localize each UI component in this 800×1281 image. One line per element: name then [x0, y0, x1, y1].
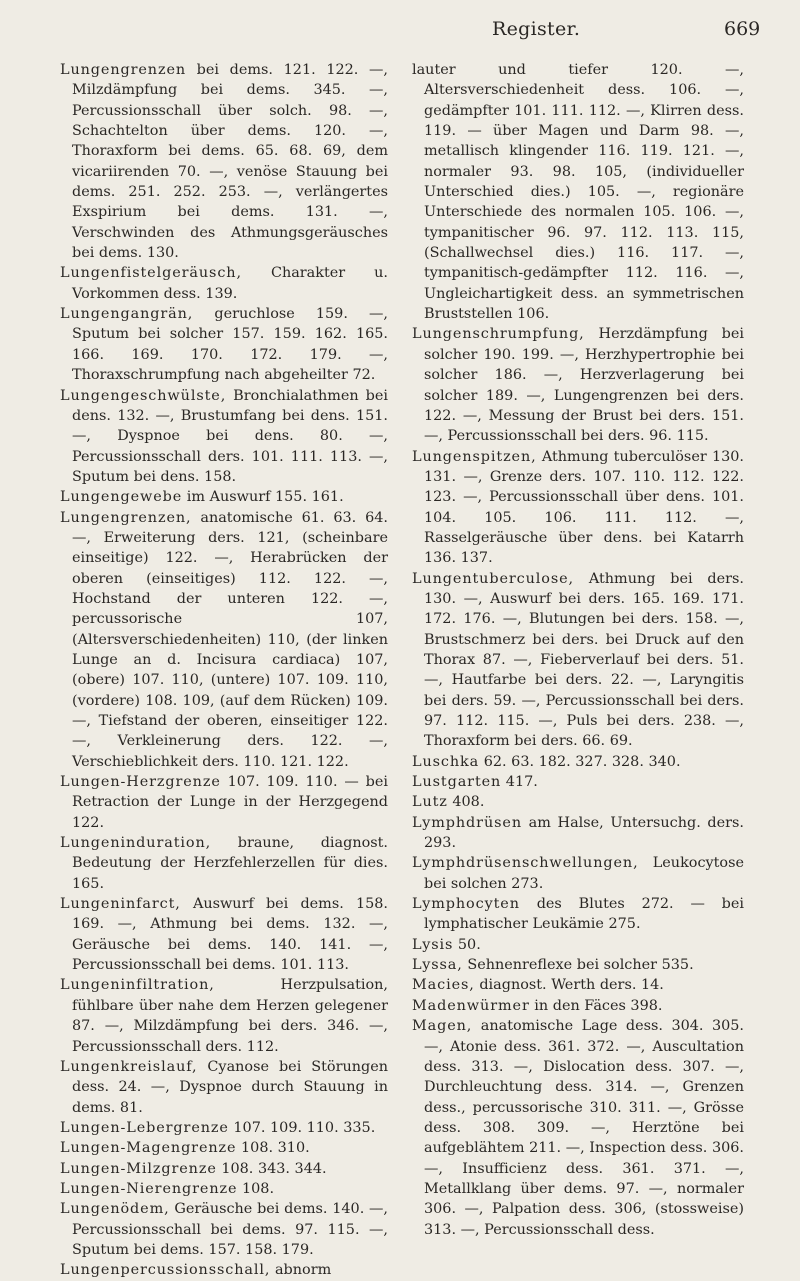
entry-term: Lungentuberculose,	[412, 570, 575, 587]
entry-references: 108. 343. 344.	[216, 1160, 327, 1177]
entry-term: Lungengangrän,	[60, 306, 194, 323]
entry-term: Lymphdrüsen	[412, 814, 522, 831]
page-number: 669	[724, 18, 761, 40]
entry-term: Lyssa,	[412, 957, 463, 974]
entry-references: Athmung bei ders. 130. —, Auswurf bei ders. 165. 169. 171. 172. 176. —, Blutungen bei ders. 158. —, Brustschmerz bei ders. bei Druck auf den Thorax 87. —, Fieberverlauf bei ders. 51. —, Hautfarbe bei ders. 22. —, Laryngitis bei ders. 59. —, Percussionsschall bei ders. 97. 112. 115. —, Puls bei ders. 238. —, Thoraxform bei ders. 66. 69.	[424, 570, 744, 750]
left-column	[60, 60, 388, 1281]
index-entry	[60, 894, 388, 975]
entry-term: Lungeninduration,	[60, 835, 212, 852]
entry-term: Lungen-Milzgrenze	[60, 1160, 217, 1177]
entry-term: Lysis	[412, 936, 454, 953]
entry-term: Lustgarten	[412, 774, 502, 791]
index-entry	[60, 772, 388, 833]
entry-term: Lungen-Herzgrenze	[60, 774, 221, 791]
entry-references: geruchlose 159. —, Sputum bei solcher 157. 159. 162. 165. 166. 169. 170. 172. 179. —, Thoraxschrumpfung nach abgeheilter 72.	[72, 306, 388, 384]
entry-references: lauter und tiefer 120. —, Altersverschiedenheit dess. 106. —, gedämpfter 101. 111. 112. —, Klirren dess. 119. — über Magen und Darm 98. —, metallisch klingender 116. 119. 121. —, normaler 93. 98. 105, (individueller Unterschied dies.) 105. —, regionäre Unterschiede des normalen 105. 106. —, tympanitischer 96. 97. 112. 113. 115, (Schallwechsel dies.) 116. 117. —, tympanitisch-gedämpfter 112. 116. —, Ungleichartigkeit dess. an symmetrischen Bruststellen 106.	[412, 62, 744, 323]
index-entry	[60, 833, 388, 894]
entry-references: Leukocytose bei solchen 273.	[424, 855, 744, 892]
entry-term: Lungengeschwülste,	[60, 387, 227, 404]
entry-references: bei dems. 121. 122. —, Milzdämpfung bei dems. 345. —, Percussionsschall über solch. 98. —, Schachtelton über dems. 120. —, Thoraxform bei dems. 65. 68. 69, dem vicariirenden 70. —, venöse Stauung bei dems. 251. 252. 253. —, verlängertes Exspirium bei dems. 131. —, Verschwinden des Athmungsgeräusches bei dems. 130.	[72, 62, 388, 262]
index-entry	[412, 1016, 744, 1240]
entry-references: Herzpulsation, fühlbare über nahe dem Herzen gelegener 87. —, Milzdämpfung bei ders. 346. —, Percussionsschall ders. 112.	[72, 977, 388, 1055]
entry-term: Lungengewebe	[60, 489, 183, 506]
index-entry	[60, 386, 388, 488]
running-title: Register.	[492, 18, 581, 40]
index-entry	[60, 60, 388, 263]
entry-references: 108.	[237, 1180, 275, 1197]
entry-references: 417.	[501, 774, 538, 791]
index-entry	[412, 447, 744, 569]
index-entry	[60, 487, 388, 507]
entry-references: 408.	[447, 794, 485, 811]
entry-term: Lungenpercussionsschall,	[60, 1262, 271, 1279]
entry-term: Magen,	[412, 1018, 473, 1035]
index-entry	[412, 894, 744, 935]
entry-term: Lutz	[412, 794, 448, 811]
index-entry	[60, 1159, 388, 1179]
entry-references: Geräusche bei dems. 140. —, Percussionsschall bei dems. 97. 115. —, Sputum bei dems. 157. 158. 179.	[72, 1201, 388, 1258]
index-entry	[412, 569, 744, 752]
entry-references: in den Fäces 398.	[529, 997, 663, 1014]
index-entry	[412, 975, 744, 995]
entry-references: Bronchialathmen bei dens. 132. —, Brustumfang bei dens. 151. —, Dyspnoe bei dens. 80. —, Percussionsschall ders. 101. 111. 113. —, Sputum bei dens. 158.	[72, 387, 388, 485]
entry-term: Lungenschrumpfung,	[412, 326, 585, 343]
index-entry	[412, 955, 744, 975]
entry-term: Madenwürmer	[412, 997, 530, 1014]
entry-term: Lymphocyten	[412, 896, 520, 913]
entry-references: braune, diagnost. Bedeutung der Herzfehlerzellen für dies. 165.	[72, 835, 388, 892]
entry-term: Lungeninfarct,	[60, 896, 181, 913]
entry-references: anatomische 61. 63. 64. —, Erweiterung ders. 121, (scheinbare einseitige) 122. —, Herabrücken der oberen (einseitiges) 112. 122. —, Hochstand der unteren 122. —, percussorische 107, (Altersverschiedenheiten) 110, (der linken Lunge an d. Incisura cardiaca) 107, (obere) 107. 110, (untere) 107. 109. 110, (vordere) 108. 109, (auf dem Rücken) 109. —, Tiefstand der oberen, einseitiger 122. —, Verkleinerung ders. 122. —, Verschieblichkeit ders. 110. 121. 122.	[72, 509, 388, 770]
entry-references: 62. 63. 182. 327. 328. 340.	[479, 753, 681, 770]
index-entry	[60, 304, 388, 385]
entry-references: Charakter u. Vorkommen dess. 139.	[72, 265, 388, 302]
entry-term: Lungenkreislauf,	[60, 1058, 198, 1075]
entry-term: Lymphdrüsenschwellungen,	[412, 855, 639, 872]
entry-references: 107. 109. 110. 335.	[228, 1119, 376, 1136]
index-entry	[412, 60, 744, 324]
entry-term: Macies,	[412, 977, 475, 994]
entry-term: Lungenödem,	[60, 1201, 170, 1218]
index-entry	[412, 813, 744, 854]
index-entry	[60, 1260, 388, 1280]
entry-term: Lungengrenzen,	[60, 509, 192, 526]
index-entry	[60, 1118, 388, 1138]
entry-references: Cyanose bei Störungen dess. 24. —, Dyspnoe durch Stauung in dems. 81.	[72, 1058, 388, 1116]
index-entry	[60, 1138, 388, 1158]
index-entry	[60, 508, 388, 772]
entry-term: Lungeninfiltration,	[60, 977, 215, 994]
entry-references: 50.	[453, 936, 481, 953]
entry-references: Herzdämpfung bei solcher 190. 199. —, Herzhypertrophie bei solcher 186. —, Herzverlagerung bei solcher 189. —, Lungengrenzen bei ders. 122. —, Messung der Brust bei ders. 151. —, Percussionsschall bei ders. 96. 115.	[424, 326, 744, 445]
page-header	[0, 18, 800, 48]
entry-references: des Blutes 272. — bei lymphatischer Leukämie 275.	[424, 896, 744, 933]
entry-references: 108. 310.	[236, 1140, 310, 1157]
index-entry	[412, 853, 744, 894]
entry-term: Lungengrenzen	[60, 62, 187, 78]
index-entry	[60, 1179, 388, 1199]
entry-term: Lungenfistelgeräusch,	[60, 265, 242, 282]
entry-references: Athmung tuberculöser 130. 131. —, Grenze ders. 107. 110. 112. 122. 123. —, Percussionsschall über dens. 101. 104. 105. 106. 111. 112. —, Rasselgeräusche über dens. bei Katarrh 136. 137.	[424, 448, 744, 567]
entry-references: am Halse, Untersuchg. ders. 293.	[424, 814, 744, 852]
entry-references: abnorm	[270, 1262, 332, 1279]
index-entry	[412, 772, 744, 792]
entry-references: 107. 109. 110. — bei Retraction der Lunge in der Herzgegend 122.	[72, 774, 388, 831]
index-entry	[60, 263, 388, 304]
entry-term: Lungen-Magengrenze	[60, 1140, 237, 1157]
right-column	[412, 60, 744, 1240]
entry-term: Lungen-Lebergrenze	[60, 1119, 229, 1136]
index-entry	[412, 324, 744, 446]
entry-term: Luschka	[412, 753, 480, 770]
entry-term: Lungen-Nierengrenze	[60, 1180, 238, 1197]
index-entry	[412, 752, 744, 772]
index-entry	[60, 1199, 388, 1260]
entry-references: im Auswurf 155. 161.	[182, 489, 344, 506]
entry-references: diagnost. Werth ders. 14.	[474, 977, 664, 994]
index-entry	[412, 996, 744, 1016]
index-entry	[412, 792, 744, 812]
entry-references: Sehnenreflexe bei solcher 535.	[462, 957, 694, 974]
entry-term: Lungenspitzen,	[412, 448, 537, 465]
index-entry	[60, 975, 388, 1056]
entry-references: Auswurf bei dems. 158. 169. —, Athmung bei dems. 132. —, Geräusche bei dems. 140. 141. —, Percussionsschall bei dems. 101. 113.	[72, 896, 388, 974]
entry-references: anatomische Lage dess. 304. 305. —, Atonie dess. 361. 372. —, Auscultation dess. 313. —, Dislocation dess. 307. —, Durchleuchtung dess. 314. —, Grenzen dess., percussorische 310. 311. —, Grösse dess. 308. 309. —, Herztöne bei aufgeblähtem 211. —, Inspection dess. 306. —, Insufficienz dess. 361. 371. —, Metallklang über dems. 97. —, normaler 306. —, Palpation dess. 306, (stossweise) 313. —, Percussionsschall dess.	[424, 1018, 744, 1238]
index-entry	[412, 935, 744, 955]
index-entry	[60, 1057, 388, 1118]
